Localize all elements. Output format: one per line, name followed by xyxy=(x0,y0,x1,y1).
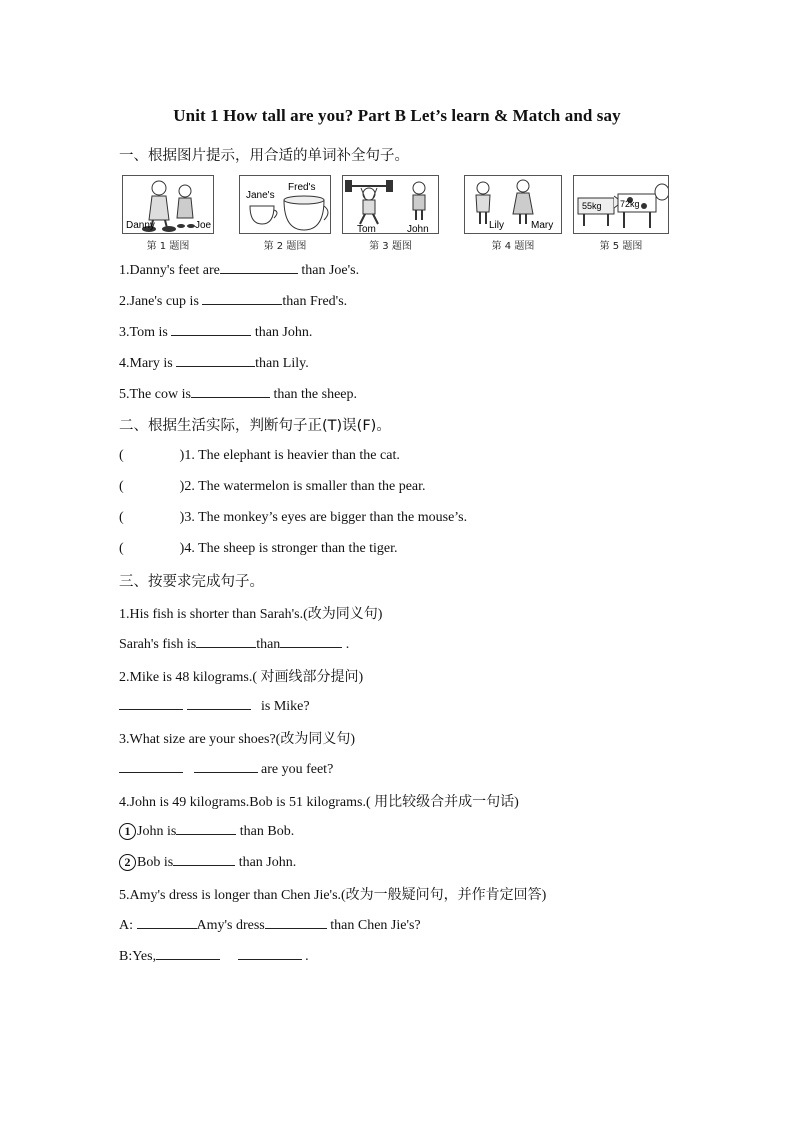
circled-number-2: 2 xyxy=(119,854,136,871)
s3-q5: 5.Amy's dress is longer than Chen Jie's.(改为一般疑问句，并作肯定回答) xyxy=(119,888,547,903)
answer-blank[interactable] xyxy=(173,853,235,866)
answer-blank[interactable] xyxy=(265,916,327,929)
s3-q4: 4.John is 49 kilograms.Bob is 51 kilograms.( 用比较级合并成一句话) xyxy=(119,795,519,810)
s2-item-2: ( )2. The watermelon is smaller than the pear. xyxy=(119,479,426,494)
picture-1-danny-joe xyxy=(122,175,214,234)
s3-q1-answer: Sarah's fish is than . xyxy=(119,637,350,652)
s2-item-3: ( )3. The monkey’s eyes are bigger than the mouse’s. xyxy=(119,510,468,525)
answer-blank[interactable] xyxy=(176,354,255,367)
answer-blank[interactable] xyxy=(194,760,258,773)
mary-label: Mary xyxy=(531,220,554,231)
answer-blank[interactable] xyxy=(238,947,302,960)
section2-heading: 二、根据生活实际，判断句子正(T)误(F)。 xyxy=(119,418,391,434)
sheep-weight-label: 55kg xyxy=(582,201,602,211)
danny-label: Danny xyxy=(126,220,155,231)
answer-blank[interactable] xyxy=(137,916,197,929)
answer-blank[interactable] xyxy=(187,697,251,710)
picture-5-caption: 第 5 题图 xyxy=(599,241,643,252)
answer-blank[interactable] xyxy=(119,697,183,710)
s3-q3: 3.What size are your shoes?(改为同义句) xyxy=(119,732,355,747)
joe-label: Joe xyxy=(195,220,212,231)
answer-blank[interactable] xyxy=(280,635,342,648)
s1-item-3: 3.Tom is than John. xyxy=(119,325,313,340)
section1-heading: 一、根据图片提示，用合适的单词补全句子。 xyxy=(119,148,409,164)
answer-blank[interactable] xyxy=(171,323,251,336)
answer-blank[interactable] xyxy=(196,635,256,648)
picture-2-caption: 第 2 题图 xyxy=(263,241,307,252)
freds-label: Fred's xyxy=(288,182,316,193)
picture-3-tom-john xyxy=(342,175,439,234)
lily-label: Lily xyxy=(489,220,505,231)
answer-blank[interactable] xyxy=(119,760,183,773)
tom-label: Tom xyxy=(357,224,376,234)
answer-blank[interactable] xyxy=(191,385,270,398)
picture-2-cups xyxy=(239,175,331,234)
cow-weight-label: 72kg xyxy=(620,199,640,209)
answer-blank[interactable] xyxy=(202,292,282,305)
s1-item-5: 5.The cow is than the sheep. xyxy=(119,387,358,402)
answer-blank[interactable] xyxy=(156,947,220,960)
s1-item-4: 4.Mary is than Lily. xyxy=(119,356,309,371)
answer-blank[interactable] xyxy=(220,261,298,274)
s3-q4-answer-1: 1 John is than Bob. xyxy=(119,822,294,840)
picture-4-lily-mary xyxy=(464,175,562,234)
s1-item-2: 2.Jane's cup is than Fred's. xyxy=(119,294,348,309)
s3-q3-answer: are you feet? xyxy=(119,760,333,778)
s3-q2: 2.Mike is 48 kilograms.( 对画线部分提问) xyxy=(119,670,364,685)
s2-item-1: ( )1. The elephant is heavier than the cat. xyxy=(119,448,400,463)
picture-5-sheep-cow xyxy=(573,175,669,234)
s1-item-1: 1.Danny's feet are than Joe's. xyxy=(119,263,360,278)
s3-q2-answer: is Mike? xyxy=(119,697,310,715)
s3-q5-answer-b: B:Yes, . xyxy=(119,949,309,964)
s3-q1: 1.His fish is shorter than Sarah's.(改为同义句) xyxy=(119,607,383,622)
s3-q5-answer-a: A: Amy's dress than Chen Jie's? xyxy=(119,918,421,933)
circled-number-1: 1 xyxy=(119,823,136,840)
s3-q4-answer-2: 2 Bob is than John. xyxy=(119,853,296,871)
janes-label: Jane's xyxy=(246,190,275,201)
section3-heading: 三、按要求完成句子。 xyxy=(119,574,264,590)
picture-3-caption: 第 3 题图 xyxy=(369,241,412,252)
answer-blank[interactable] xyxy=(176,822,236,835)
picture-1-caption: 第 1 题图 xyxy=(146,241,190,252)
picture-4-caption: 第 4 题图 xyxy=(491,241,535,252)
page-title: Unit 1 How tall are you? Part B Let’s learn & Match and say xyxy=(173,106,621,125)
s2-item-4: ( )4. The sheep is stronger than the tiger. xyxy=(119,541,398,556)
john-label: John xyxy=(407,224,429,234)
